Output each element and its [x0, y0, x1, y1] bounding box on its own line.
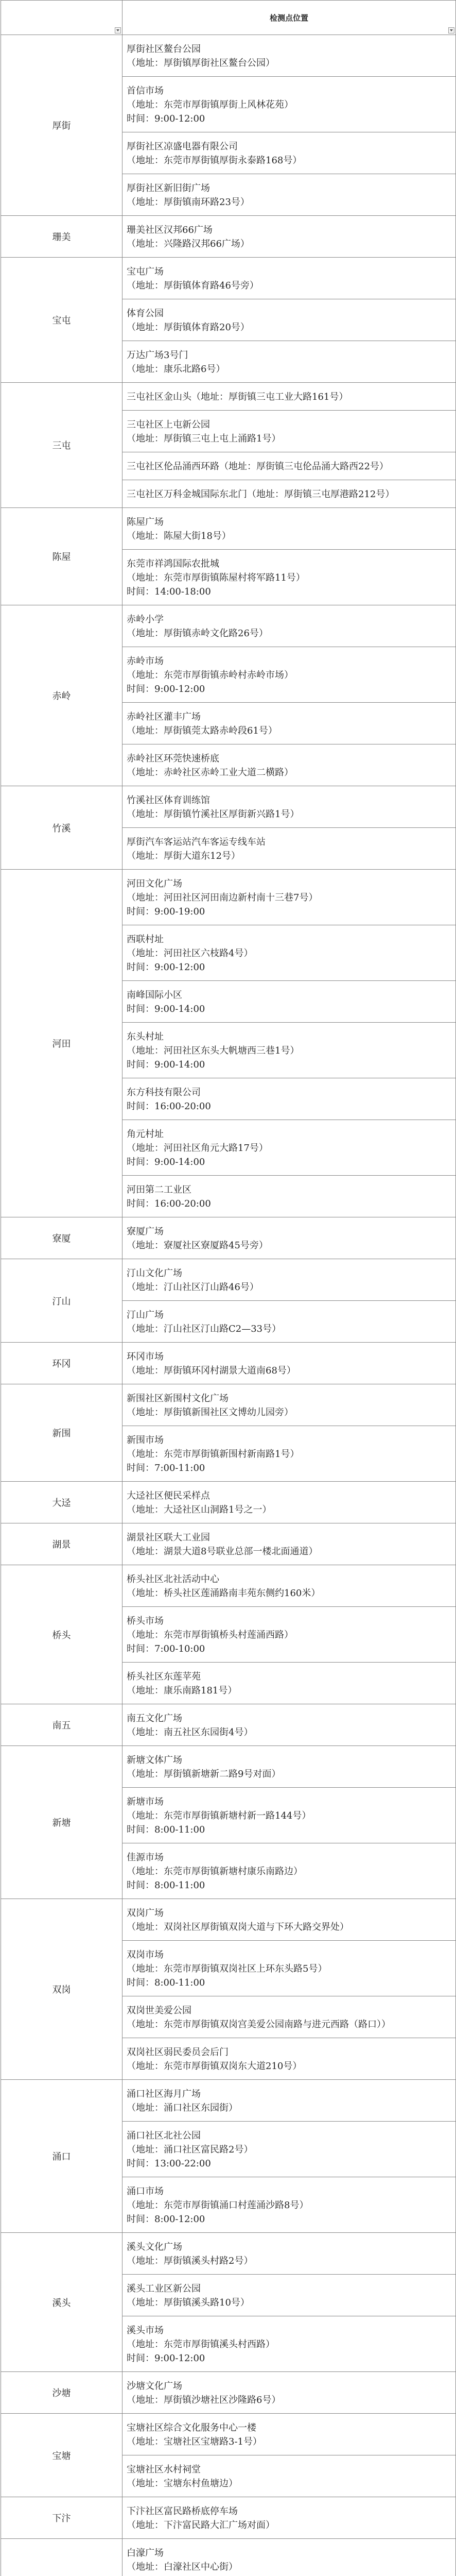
site-cell[interactable] — [122, 2038, 456, 2080]
site-text-line: 桥头社区东莲苹苑 — [127, 1671, 201, 1682]
site-text-line: （地址：东莞市厚街镇双岗宫美爱公园南路与进元西路（路口）） — [127, 2019, 391, 2030]
site-text-line: 厚街社区凉盛电器有限公司 — [127, 141, 238, 152]
filter-dropdown-icon[interactable] — [115, 27, 121, 33]
site-text-line: 陈屋广场 — [127, 517, 164, 528]
site-text-line: 新围社区新围村文化广场 — [127, 1393, 229, 1404]
site-text-line: （地址：涌口社区东园街） — [127, 2103, 238, 2113]
area-cell[interactable]: 宝塘 — [1, 2414, 122, 2497]
filter-dropdown-icon[interactable] — [448, 27, 454, 33]
site-text-line: 时间：8:00-12:00 — [127, 2214, 205, 2225]
site-cell[interactable] — [122, 174, 456, 216]
site-cell[interactable] — [122, 2275, 456, 2316]
area-cell[interactable]: 大迳 — [1, 1482, 122, 1523]
site-text-line: 万达广场3号门 — [127, 350, 188, 361]
site-cell[interactable] — [122, 550, 456, 605]
site-text-line: 宝塘社区综合文化服务中心一楼 — [127, 2422, 256, 2433]
site-cell[interactable] — [122, 2080, 456, 2122]
site-text-line: 三屯社区金山头（地址：厚街镇三屯工业大路161号） — [127, 392, 348, 402]
table-row — [1, 2080, 456, 2122]
site-cell[interactable] — [122, 2122, 456, 2177]
site-text-line: （地址：兴隆路汉邦66广场） — [127, 239, 250, 249]
site-text-line: （地址：厚街镇三屯上屯上涌路1号） — [127, 433, 281, 444]
site-text-line: 时间：14:00-18:00 — [127, 586, 211, 597]
table-row — [1, 1343, 456, 1384]
area-cell[interactable]: 河田 — [1, 870, 122, 1217]
site-text-line: 时间：9:00-14:00 — [127, 1059, 205, 1070]
site-cell[interactable] — [122, 1120, 456, 1176]
site-text-line: （地址：厚街镇体育路20号） — [127, 322, 250, 333]
site-text-line: （地址：东莞市厚街镇陈屋村将军路11号） — [127, 572, 305, 583]
site-text-line: 白濠广场 — [127, 2548, 164, 2558]
site-text-line: 首信市场 — [127, 86, 164, 96]
area-cell[interactable]: 竹溪 — [1, 786, 122, 870]
area-cell[interactable]: 三屯 — [1, 383, 122, 508]
site-text-line: 时间：8:00-11:00 — [127, 1880, 205, 1891]
site-text-line: （地址：康乐北路6号） — [127, 364, 225, 375]
site-text-line: 双岗广场 — [127, 1908, 164, 1919]
site-text-line: （地址：厚街镇南环路23号） — [127, 197, 250, 208]
table-row — [1, 2539, 456, 2576]
site-text-line: （地址：厚街镇新围社区文博幼儿园旁） — [127, 1407, 293, 1418]
site-cell[interactable] — [122, 216, 456, 258]
site-cell[interactable] — [122, 2539, 456, 2576]
site-text-line: （地址：厚街镇沙塘社区沙隆路6号） — [127, 2395, 281, 2405]
site-cell[interactable] — [122, 1176, 456, 1217]
site-text-line: 溪头市场 — [127, 2325, 164, 2336]
area-cell[interactable]: 厚街 — [1, 35, 122, 216]
site-text-line: （地址：赤岭社区赤岭工业大道二横路） — [127, 767, 293, 778]
site-cell[interactable] — [122, 508, 456, 550]
table-row — [1, 2497, 456, 2539]
site-text-line: （地址：双岗社区厚街镇双岗大道与下环大路交界处） — [127, 1922, 349, 1933]
site-cell[interactable] — [122, 341, 456, 383]
table-row — [1, 258, 456, 299]
site-cell[interactable] — [122, 1843, 456, 1899]
table-row — [1, 1523, 456, 1565]
site-cell[interactable] — [122, 744, 456, 786]
site-text-line: 下汴社区富民路桥底停车场 — [127, 2506, 238, 2517]
site-text-line: （地址：厚街镇新塘新二路9号对面） — [127, 1769, 281, 1780]
site-cell[interactable] — [122, 1023, 456, 1078]
area-cell[interactable]: 陈屋 — [1, 508, 122, 605]
site-cell[interactable] — [122, 828, 456, 870]
site-text-line: 湖景社区联大工业园 — [127, 1532, 210, 1543]
site-text-line: （地址：汀山社区汀山路C2—33号） — [127, 1324, 282, 1334]
site-text-line: 新塘市场 — [127, 1797, 164, 1807]
area-cell[interactable]: 宝屯 — [1, 258, 122, 383]
site-text-line: 时间：7:00-10:00 — [127, 1643, 205, 1654]
site-text-line: 双岗社区弱民委员会后门 — [127, 2047, 229, 2058]
site-cell[interactable] — [122, 605, 456, 647]
table-row — [1, 35, 456, 77]
area-cell[interactable]: 汀山 — [1, 1259, 122, 1343]
site-text-line: （地址：东莞市厚街镇厚街永泰路168号） — [127, 155, 302, 166]
site-text-line: （地址：东莞市厚街镇厚街上风林花苑） — [127, 99, 293, 110]
site-text-line: 时间：16:00-20:00 — [127, 1198, 211, 1209]
site-text-line: 东莞市祥鸿国际农批城 — [127, 558, 219, 569]
header-site — [122, 1, 456, 35]
site-text-line: 涌口市场 — [127, 2186, 164, 2197]
site-cell[interactable] — [122, 1259, 456, 1301]
site-text-line: 时间：16:00-20:00 — [127, 1101, 211, 1112]
site-text-line: 沙塘文化广场 — [127, 2381, 182, 2392]
site-text-line: 赤岭小学 — [127, 614, 164, 625]
table-row — [1, 1259, 456, 1301]
site-text-line: （地址：白濠社区中心街） — [127, 2562, 238, 2572]
header-area — [1, 1, 122, 35]
site-text-line: 佳源市场 — [127, 1852, 164, 1863]
site-text-line: 双岗市场 — [127, 1950, 164, 1960]
site-text-line: （地址：厚街镇竹溪社区厚街新兴路1号） — [127, 809, 300, 820]
site-text-line: 时间：8:00-11:00 — [127, 1824, 205, 1835]
site-text-line: （地址：东莞市厚街镇新围村新南路1号） — [127, 1449, 300, 1460]
site-text-line: 宝塘社区水村祠堂 — [127, 2464, 201, 2475]
site-text-line: 东方科技有限公司 — [127, 1087, 201, 1098]
site-cell[interactable] — [122, 647, 456, 703]
area-cell[interactable]: 寮厦 — [1, 1217, 122, 1259]
site-cell[interactable] — [122, 1343, 456, 1384]
site-text-line: （地址：涌口社区富民路2号） — [127, 2144, 253, 2155]
header-row — [1, 1, 456, 35]
table-row — [1, 2372, 456, 2414]
site-cell[interactable] — [122, 1941, 456, 1996]
site-cell[interactable] — [122, 383, 456, 411]
site-text-line: 体育公园 — [127, 308, 164, 319]
site-text-line: 珊美社区汉邦66广场 — [127, 225, 213, 235]
site-text-line: 时间：9:00-14:00 — [127, 1004, 205, 1014]
site-text-line: （地址：厚街镇厚街社区鳌台公园） — [127, 58, 275, 69]
site-text-line: 溪头文化广场 — [127, 2242, 182, 2252]
site-text-line: 新塘文体广场 — [127, 1755, 182, 1766]
site-text-line: 桥头社区北社活动中心 — [127, 1574, 219, 1585]
site-cell[interactable] — [122, 786, 456, 828]
area-cell[interactable]: 下汴 — [1, 2497, 122, 2539]
site-cell[interactable] — [122, 1384, 456, 1426]
area-cell[interactable]: 南五 — [1, 1704, 122, 1746]
site-cell[interactable] — [122, 1899, 456, 1941]
site-text-line: 赤岭市场 — [127, 656, 164, 667]
site-text-line: （地址：厚街镇莞太路赤岭段61号） — [127, 725, 277, 736]
area-cell[interactable]: 新围 — [1, 1384, 122, 1482]
site-cell[interactable] — [122, 35, 456, 77]
site-text-line: （地址：河田社区东头大帆塘西三巷1号） — [127, 1045, 300, 1056]
site-cell[interactable] — [122, 1426, 456, 1482]
table-row — [1, 1746, 456, 1788]
site-cell[interactable] — [122, 1523, 456, 1565]
site-text-line: 时间：9:00-14:00 — [127, 1157, 205, 1167]
site-text-line: （地址：厚街镇环冈村湖景大道南68号） — [127, 1365, 296, 1376]
site-text-line: （地址：桥头社区莲涌路南丰苑东侧约160米） — [127, 1588, 321, 1599]
header-site-label: 检测点位置 — [269, 13, 308, 23]
site-cell[interactable] — [122, 2316, 456, 2372]
site-text-line: 双岗世美爱公园 — [127, 2005, 191, 2016]
table-row — [1, 786, 456, 828]
site-text-line: 新围市场 — [127, 1435, 164, 1446]
table-row — [1, 1217, 456, 1259]
area-cell[interactable]: 溪头 — [1, 2233, 122, 2372]
site-cell[interactable] — [122, 870, 456, 925]
site-text-line: 桥头市场 — [127, 1616, 164, 1626]
site-text-line: （地址：大迳社区山洞路1号之一） — [127, 1504, 272, 1515]
site-text-line: 时间：9:00-12:00 — [127, 962, 205, 973]
site-text-line: 西联村址 — [127, 934, 164, 945]
site-cell[interactable] — [122, 2177, 456, 2233]
area-cell[interactable]: 新塘 — [1, 1746, 122, 1899]
table-row — [1, 870, 456, 925]
site-cell[interactable] — [122, 703, 456, 744]
site-cell[interactable] — [122, 452, 456, 480]
site-text-line: 赤岭社区环莞快速桥底 — [127, 753, 219, 764]
site-text-line: 南峰国际小区 — [127, 990, 182, 1001]
site-cell[interactable] — [122, 1482, 456, 1523]
area-cell[interactable]: 环冈 — [1, 1343, 122, 1384]
site-text-line: 溪头工业区新公园 — [127, 2283, 201, 2294]
site-cell[interactable] — [122, 925, 456, 981]
site-text-line: （地址：南五社区东园街4号） — [127, 1727, 253, 1738]
site-text-line: （地址：河田社区角元大路17号） — [127, 1143, 268, 1154]
table-row — [1, 1482, 456, 1523]
site-text-line: （地址：东莞市厚街镇双岗东大道210号） — [127, 2061, 302, 2072]
site-text-line: 赤岭社区灌丰广场 — [127, 711, 201, 722]
site-text-line: 时间：7:00-11:00 — [127, 1463, 205, 1473]
spreadsheet — [1, 0, 455, 2576]
site-text-line: （地址：河田社区六枝路4号） — [127, 948, 253, 959]
site-text-line: （地址：厚街镇溪头村路2号） — [127, 2256, 253, 2266]
site-text-line: （地址：寮厦社区寮厦路45号旁） — [127, 1240, 268, 1251]
site-text-line: 东头村址 — [127, 1031, 164, 1042]
site-text-line: （地址：宝塘东村鱼塘边） — [127, 2478, 238, 2489]
table-row — [1, 1899, 456, 1941]
site-text-line: （地址：厚街镇溪头路10号） — [127, 2297, 250, 2308]
site-cell[interactable] — [122, 299, 456, 341]
table-row — [1, 508, 456, 550]
area-cell[interactable]: 双岗 — [1, 1899, 122, 2080]
site-cell[interactable] — [122, 981, 456, 1023]
area-cell[interactable]: 赤岭 — [1, 605, 122, 786]
site-text-line: （地址：东莞市厚街镇涌口村莲涌沙路8号） — [127, 2200, 309, 2211]
site-cell[interactable] — [122, 1746, 456, 1788]
site-text-line: （地址：厚街镇赤岭文化路26号） — [127, 628, 268, 639]
site-cell[interactable] — [122, 1996, 456, 2038]
site-cell[interactable] — [122, 1565, 456, 1607]
site-text-line: 时间：9:00-12:00 — [127, 684, 205, 694]
site-cell[interactable] — [122, 2455, 456, 2497]
site-text-line: （地址：东莞市厚街镇新塘村康乐南路边） — [127, 1866, 303, 1877]
site-cell[interactable] — [122, 1217, 456, 1259]
site-text-line: （地址：厚街镇体育路46号旁） — [127, 280, 259, 291]
site-text-line: （地址：东莞市厚街镇溪头村西路） — [127, 2339, 275, 2350]
site-cell[interactable] — [122, 1607, 456, 1663]
table-row — [1, 383, 456, 411]
site-text-line: 厚街汽车客运站汽车客运专线车站 — [127, 837, 266, 848]
site-text-line: （地址：汀山社区汀山路46号） — [127, 1282, 259, 1293]
table-row — [1, 1704, 456, 1746]
site-text-line: 时间：9:00-12:00 — [127, 113, 205, 124]
area-cell[interactable]: 沙塘 — [1, 2372, 122, 2414]
site-text-line: 宝屯广场 — [127, 266, 164, 277]
site-text-line: （地址：厚街大道东12号） — [127, 851, 240, 861]
site-text-line: 时间：9:00-19:00 — [127, 906, 205, 917]
site-cell[interactable] — [122, 258, 456, 299]
table-row — [1, 2233, 456, 2275]
site-cell[interactable] — [122, 132, 456, 174]
table-row — [1, 605, 456, 647]
site-text-line: 环冈市场 — [127, 1351, 164, 1362]
site-cell[interactable] — [122, 2497, 456, 2539]
site-text-line: 寮厦广场 — [127, 1226, 164, 1237]
site-text-line: 竹溪社区体育训练馆 — [127, 795, 210, 806]
site-text-line: （地址：东莞市厚街镇桥头村莲涌西路） — [127, 1630, 293, 1640]
site-text-line: （地址：东莞市厚街镇双岗社区上环东头路5号） — [127, 1963, 327, 1974]
site-cell[interactable] — [122, 480, 456, 508]
site-text-line: 涌口社区海月广场 — [127, 2089, 201, 2099]
site-cell[interactable] — [122, 411, 456, 452]
site-text-line: 涌口社区北社公园 — [127, 2130, 201, 2141]
table-body — [1, 35, 456, 2576]
site-text-line: 时间：8:00-11:00 — [127, 1977, 205, 1988]
site-text-line: 河田第二工业区 — [127, 1184, 191, 1195]
site-cell[interactable] — [122, 1663, 456, 1704]
site-text-line: 三屯社区上屯新公园 — [127, 419, 210, 430]
site-text-line: （地址：宝塘社区宝塘路3-1号） — [127, 2436, 262, 2447]
table-row — [1, 216, 456, 258]
site-text-line: （地址：湖景大道8号联业总部一楼北面通道） — [127, 1546, 318, 1557]
area-cell[interactable]: 珊美 — [1, 216, 122, 258]
site-text-line: 三屯社区伦品涌西环路（地址：厚街镇三屯伦品涌大路西22号） — [127, 461, 389, 472]
area-cell[interactable] — [1, 2539, 122, 2576]
site-text-line: （地址：东莞市厚街镇赤岭村赤岭市场） — [127, 670, 293, 681]
site-text-line: 厚街社区新旧街广场 — [127, 183, 210, 194]
site-cell[interactable] — [122, 2414, 456, 2455]
site-text-line: （地址：河田社区河田南边新村南十三巷7号） — [127, 892, 318, 903]
table-row — [1, 1384, 456, 1426]
area-cell[interactable]: 桥头 — [1, 1565, 122, 1704]
test-site-table — [1, 0, 456, 2576]
table-row — [1, 2414, 456, 2455]
area-cell[interactable]: 湖景 — [1, 1523, 122, 1565]
site-cell[interactable] — [122, 77, 456, 132]
site-cell[interactable] — [122, 1704, 456, 1746]
area-cell[interactable]: 涌口 — [1, 2080, 122, 2233]
site-text-line: （地址：下汴富民路大汇广场对面） — [127, 2520, 275, 2531]
site-text-line: 厚街社区鳌台公园 — [127, 44, 201, 55]
site-cell[interactable] — [122, 1301, 456, 1343]
site-text-line: （地址：陈屋大街18号） — [127, 531, 231, 541]
site-text-line: 大迳社区便民采样点 — [127, 1490, 210, 1501]
site-text-line: （地址：康乐南路181号） — [127, 1685, 237, 1696]
site-text-line: 时间：13:00-22:00 — [127, 2158, 211, 2169]
site-text-line: 南五文化广场 — [127, 1713, 182, 1724]
site-cell[interactable] — [122, 2233, 456, 2275]
site-cell[interactable] — [122, 1788, 456, 1843]
site-text-line: 时间：9:00-12:00 — [127, 2353, 205, 2364]
site-text-line: 角元村址 — [127, 1129, 164, 1140]
site-cell[interactable] — [122, 2372, 456, 2414]
site-text-line: 三屯社区万科金城国际东北门（地址：厚街镇三屯厚港路212号） — [127, 489, 395, 500]
site-text-line: （地址：东莞市厚街镇新塘村新一路144号） — [127, 1810, 311, 1821]
site-text-line: 汀山文化广场 — [127, 1268, 182, 1279]
site-cell[interactable] — [122, 1078, 456, 1120]
site-text-line: 汀山广场 — [127, 1310, 164, 1320]
table-row — [1, 1565, 456, 1607]
site-text-line: 河田文化广场 — [127, 878, 182, 889]
